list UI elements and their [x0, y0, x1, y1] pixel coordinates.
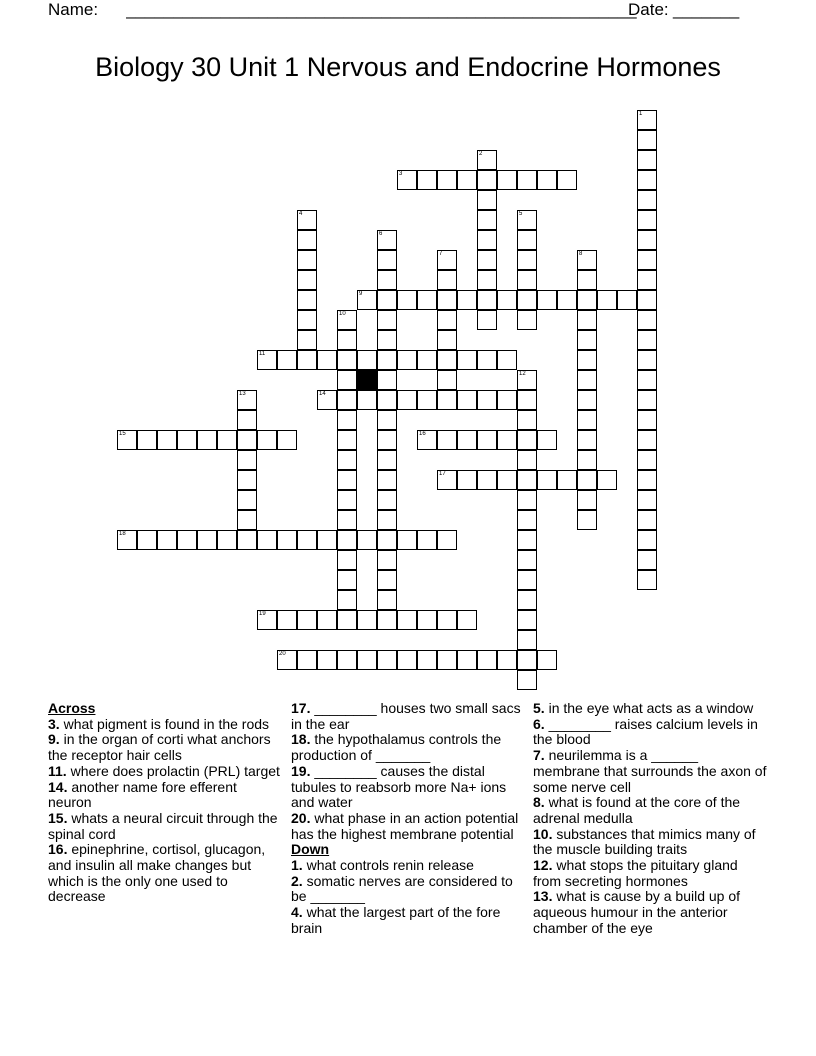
grid-cell[interactable] [477, 250, 497, 270]
grid-cell[interactable] [637, 290, 657, 310]
grid-cell[interactable] [237, 530, 257, 550]
grid-cell[interactable] [117, 530, 137, 550]
across-clue: 20. what phase in an action potential has the highest membrane potential [291, 809, 519, 842]
grid-cell[interactable] [457, 350, 477, 370]
across-clue: 19. ________ causes the distal tubules to reabsorb more Na+ ions and water [291, 762, 507, 811]
grid-cell[interactable] [137, 530, 157, 550]
grid-cell[interactable] [337, 330, 357, 350]
grid-cell[interactable] [197, 430, 217, 450]
grid-cell[interactable] [357, 530, 377, 550]
grid-cell[interactable] [477, 170, 497, 190]
grid-cell[interactable] [237, 390, 257, 410]
grid-cell[interactable] [577, 330, 597, 350]
grid-cell[interactable] [377, 270, 397, 290]
clue-column-1 [48, 701, 283, 905]
grid-cell[interactable] [277, 430, 297, 450]
grid-cell[interactable] [377, 310, 397, 330]
grid-cell[interactable] [377, 430, 397, 450]
grid-cell[interactable] [577, 350, 597, 370]
grid-cell[interactable] [437, 430, 457, 450]
clue-number: 8 [579, 251, 583, 257]
grid-cell[interactable] [537, 290, 557, 310]
grid-cell[interactable] [497, 170, 517, 190]
grid-cell[interactable] [477, 430, 497, 450]
grid-cell[interactable] [277, 610, 297, 630]
grid-cell[interactable] [517, 250, 537, 270]
grid-cell[interactable] [517, 490, 537, 510]
down-clue: 2. somatic nerves are considered to be _______ [291, 872, 513, 905]
grid-cell[interactable] [337, 650, 357, 670]
clue-number: 11 [259, 351, 266, 357]
grid-cell[interactable] [517, 470, 537, 490]
grid-cell[interactable] [477, 350, 497, 370]
grid-cell[interactable] [637, 230, 657, 250]
grid-cell[interactable] [637, 330, 657, 350]
grid-cell[interactable] [517, 530, 537, 550]
grid-cell[interactable] [597, 470, 617, 490]
grid-cell[interactable] [497, 430, 517, 450]
grid-cell[interactable] [337, 490, 357, 510]
grid-cell[interactable] [477, 290, 497, 310]
date-label: Date: [628, 0, 669, 19]
grid-cell[interactable] [417, 530, 437, 550]
grid-cell[interactable] [577, 250, 597, 270]
grid-cell[interactable] [297, 270, 317, 290]
clue-number: 5 [519, 211, 523, 217]
grid-cell[interactable] [377, 370, 397, 390]
grid-cell[interactable] [437, 350, 457, 370]
grid-cell[interactable] [297, 650, 317, 670]
grid-cell[interactable] [277, 650, 297, 670]
grid-cell[interactable] [297, 290, 317, 310]
grid-cell[interactable] [497, 470, 517, 490]
grid-cell[interactable] [517, 390, 537, 410]
grid-cell[interactable] [297, 250, 317, 270]
grid-cell[interactable] [517, 450, 537, 470]
grid-cell[interactable] [357, 350, 377, 370]
grid-cell[interactable] [217, 430, 237, 450]
grid-cell[interactable] [337, 550, 357, 570]
grid-cell[interactable] [637, 250, 657, 270]
grid-cell[interactable] [477, 470, 497, 490]
grid-cell[interactable] [257, 610, 277, 630]
down-clue: 1. what controls renin release [291, 857, 474, 874]
clue-number: 4 [299, 211, 303, 217]
grid-cell[interactable] [157, 530, 177, 550]
grid-cell[interactable] [337, 350, 357, 370]
grid-cell[interactable] [237, 430, 257, 450]
grid-cell[interactable] [377, 290, 397, 310]
grid-cell[interactable] [377, 650, 397, 670]
across-clue: 11. where does prolactin (PRL) target [48, 762, 280, 779]
grid-cell[interactable] [557, 290, 577, 310]
grid-cell[interactable] [397, 530, 417, 550]
grid-cell[interactable] [377, 610, 397, 630]
grid-cell[interactable] [317, 390, 337, 410]
grid-cell[interactable] [637, 110, 657, 130]
across-clue: 18. the hypothalamus controls the production of _______ [291, 731, 502, 764]
grid-cell[interactable] [397, 350, 417, 370]
clue-number: 9 [359, 291, 363, 297]
down-heading: Down [291, 841, 330, 858]
down-clue: 7. neurilemma is a ______ membrane that surrounds the axon of some nerve cell [533, 747, 767, 795]
grid-cell[interactable] [577, 310, 597, 330]
grid-cell[interactable] [457, 470, 477, 490]
grid-cell[interactable] [517, 510, 537, 530]
grid-cell[interactable] [537, 650, 557, 670]
down-clue: 8. what is found at the core of the adrenal medulla [533, 794, 741, 826]
grid-block [357, 370, 377, 390]
grid-cell[interactable] [577, 430, 597, 450]
grid-cell[interactable] [457, 650, 477, 670]
grid-cell[interactable] [477, 650, 497, 670]
grid-cell[interactable] [517, 550, 537, 570]
grid-cell[interactable] [297, 210, 317, 230]
grid-cell[interactable] [457, 390, 477, 410]
grid-cell[interactable] [457, 290, 477, 310]
down-clue: 5. in the eye what acts as a window [533, 700, 754, 716]
grid-cell[interactable] [517, 650, 537, 670]
grid-cell[interactable] [317, 650, 337, 670]
grid-cell[interactable] [357, 290, 377, 310]
grid-cell[interactable] [237, 470, 257, 490]
grid-cell[interactable] [497, 350, 517, 370]
grid-cell[interactable] [577, 510, 597, 530]
grid-cell[interactable] [477, 230, 497, 250]
grid-cell[interactable] [437, 530, 457, 550]
grid-cell[interactable] [397, 290, 417, 310]
grid-cell[interactable] [337, 390, 357, 410]
down-clue: 6. ________ raises calcium levels in the blood [533, 715, 758, 748]
grid-cell[interactable] [377, 330, 397, 350]
grid-cell[interactable] [517, 410, 537, 430]
down-clue: 10. substances that mimics many of the muscle building traits [533, 825, 756, 858]
grid-cell[interactable] [377, 530, 397, 550]
clue-number: 19 [259, 611, 266, 617]
grid-cell[interactable] [537, 430, 557, 450]
down-clue: 4. what the largest part of the fore brain [291, 904, 501, 936]
grid-cell[interactable] [257, 530, 277, 550]
clue-number: 1 [639, 111, 643, 117]
date-field[interactable]: _______ [673, 0, 740, 19]
grid-cell[interactable] [637, 150, 657, 170]
grid-cell[interactable] [497, 290, 517, 310]
grid-cell[interactable] [637, 170, 657, 190]
grid-cell[interactable] [417, 610, 437, 630]
grid-cell[interactable] [457, 610, 477, 630]
grid-cell[interactable] [517, 210, 537, 230]
grid-cell[interactable] [577, 490, 597, 510]
clue-number: 16 [419, 431, 426, 437]
grid-cell[interactable] [517, 670, 537, 690]
grid-cell[interactable] [517, 170, 537, 190]
across-clue: 14. another name fore efferent neuron [48, 778, 237, 811]
grid-cell[interactable] [377, 390, 397, 410]
grid-cell[interactable] [517, 290, 537, 310]
grid-cell[interactable] [397, 650, 417, 670]
grid-cell[interactable] [317, 530, 337, 550]
grid-cell[interactable] [297, 530, 317, 550]
clue-number: 12 [519, 371, 526, 377]
grid-cell[interactable] [297, 330, 317, 350]
clue-number: 14 [319, 391, 326, 397]
grid-cell[interactable] [577, 390, 597, 410]
grid-cell[interactable] [577, 290, 597, 310]
grid-cell[interactable] [337, 450, 357, 470]
grid-cell[interactable] [297, 350, 317, 370]
grid-cell[interactable] [637, 570, 657, 590]
grid-cell[interactable] [557, 170, 577, 190]
grid-cell[interactable] [637, 470, 657, 490]
grid-cell[interactable] [497, 390, 517, 410]
grid-cell[interactable] [357, 610, 377, 630]
grid-cell[interactable] [517, 570, 537, 590]
grid-cell[interactable] [477, 390, 497, 410]
clue-number: 20 [279, 651, 286, 657]
down-clue: 12. what stops the pituitary gland from secreting hormones [533, 857, 738, 889]
grid-cell[interactable] [237, 450, 257, 470]
grid-cell[interactable] [337, 590, 357, 610]
name-field[interactable]: ______________________________________________________ [126, 0, 637, 19]
grid-cell[interactable] [637, 270, 657, 290]
grid-cell[interactable] [377, 590, 397, 610]
grid-cell[interactable] [257, 430, 277, 450]
grid-cell[interactable] [337, 310, 357, 330]
grid-cell[interactable] [237, 490, 257, 510]
grid-cell[interactable] [217, 530, 237, 550]
grid-cell[interactable] [637, 210, 657, 230]
across-clue: 3. what pigment is found in the rods [48, 715, 270, 732]
name-label: Name: [48, 0, 99, 19]
grid-cell[interactable] [257, 350, 277, 370]
grid-cell[interactable] [477, 190, 497, 210]
grid-cell[interactable] [517, 630, 537, 650]
grid-cell[interactable] [517, 430, 537, 450]
grid-cell[interactable] [337, 430, 357, 450]
grid-cell[interactable] [177, 530, 197, 550]
grid-cell[interactable] [277, 530, 297, 550]
grid-cell[interactable] [437, 170, 457, 190]
grid-cell[interactable] [597, 290, 617, 310]
grid-cell[interactable] [637, 490, 657, 510]
grid-cell[interactable] [277, 350, 297, 370]
grid-cell[interactable] [637, 410, 657, 430]
clue-number: 13 [239, 391, 246, 397]
grid-cell[interactable] [437, 390, 457, 410]
grid-cell[interactable] [637, 310, 657, 330]
grid-cell[interactable] [337, 510, 357, 530]
grid-cell[interactable] [537, 170, 557, 190]
clue-column-3 [533, 701, 768, 937]
grid-cell[interactable] [637, 390, 657, 410]
grid-cell[interactable] [197, 530, 217, 550]
grid-cell[interactable] [337, 610, 357, 630]
grid-cell[interactable] [297, 230, 317, 250]
grid-cell[interactable] [357, 650, 377, 670]
grid-cell[interactable] [577, 410, 597, 430]
grid-cell[interactable] [337, 370, 357, 390]
grid-cell[interactable] [177, 430, 197, 450]
grid-cell[interactable] [417, 390, 437, 410]
grid-cell[interactable] [557, 470, 577, 490]
across-clue: 9. in the organ of corti what anchors the receptor hair cells [48, 731, 271, 764]
grid-cell[interactable] [337, 530, 357, 550]
grid-cell[interactable] [437, 610, 457, 630]
grid-cell[interactable] [377, 470, 397, 490]
grid-cell[interactable] [437, 270, 457, 290]
grid-cell[interactable] [477, 210, 497, 230]
grid-cell[interactable] [337, 470, 357, 490]
grid-cell[interactable] [437, 650, 457, 670]
grid-cell[interactable] [377, 250, 397, 270]
grid-cell[interactable] [377, 450, 397, 470]
grid-cell[interactable] [637, 450, 657, 470]
grid-cell[interactable] [297, 310, 317, 330]
grid-cell[interactable] [417, 430, 437, 450]
grid-cell[interactable] [517, 270, 537, 290]
grid-cell[interactable] [517, 370, 537, 390]
grid-cell[interactable] [577, 370, 597, 390]
grid-cell[interactable] [437, 310, 457, 330]
grid-cell[interactable] [337, 570, 357, 590]
clue-number: 18 [119, 531, 126, 537]
grid-cell[interactable] [137, 430, 157, 450]
grid-cell[interactable] [517, 590, 537, 610]
grid-cell[interactable] [377, 510, 397, 530]
grid-cell[interactable] [377, 410, 397, 430]
grid-cell[interactable] [237, 410, 257, 430]
grid-cell[interactable] [637, 130, 657, 150]
grid-cell[interactable] [517, 230, 537, 250]
clue-number: 7 [439, 251, 443, 257]
grid-cell[interactable] [637, 530, 657, 550]
grid-cell[interactable] [377, 490, 397, 510]
grid-cell[interactable] [437, 470, 457, 490]
across-clue: 16. epinephrine, cortisol, glucagon, and insulin all make changes but which is the only one used to decrease [48, 841, 266, 905]
grid-cell[interactable] [477, 270, 497, 290]
grid-cell[interactable] [517, 610, 537, 630]
clue-number: 15 [119, 431, 126, 437]
grid-cell[interactable] [297, 610, 317, 630]
grid-cell[interactable] [637, 510, 657, 530]
grid-cell[interactable] [417, 650, 437, 670]
grid-cell[interactable] [437, 330, 457, 350]
across-clue: 15. whats a neural circuit through the spinal cord [48, 809, 278, 842]
grid-cell[interactable] [437, 250, 457, 270]
grid-cell[interactable] [237, 510, 257, 530]
grid-cell[interactable] [637, 550, 657, 570]
grid-cell[interactable] [637, 370, 657, 390]
clue-number: 3 [399, 171, 403, 177]
grid-cell[interactable] [437, 290, 457, 310]
page-title: Biology 30 Unit 1 Nervous and Endocrine Hormones [95, 52, 721, 82]
grid-cell[interactable] [577, 470, 597, 490]
clue-number: 2 [479, 151, 483, 157]
down-clue: 13. what is cause by a build up of aqueous humour in the anterior chamber of the eye [533, 888, 741, 936]
clue-column-2 [291, 701, 526, 937]
grid-cell[interactable] [617, 290, 637, 310]
grid-cell[interactable] [457, 430, 477, 450]
grid-cell[interactable] [417, 170, 437, 190]
grid-cell[interactable] [377, 570, 397, 590]
grid-cell[interactable] [497, 650, 517, 670]
grid-cell[interactable] [317, 610, 337, 630]
grid-cell[interactable] [397, 610, 417, 630]
grid-cell[interactable] [577, 270, 597, 290]
clue-number: 10 [339, 311, 346, 317]
grid-cell[interactable] [377, 550, 397, 570]
grid-cell[interactable] [637, 350, 657, 370]
grid-cell[interactable] [477, 150, 497, 170]
grid-cell[interactable] [317, 350, 337, 370]
grid-cell[interactable] [577, 450, 597, 470]
grid-cell[interactable] [117, 430, 137, 450]
grid-cell[interactable] [637, 190, 657, 210]
grid-cell[interactable] [637, 430, 657, 450]
grid-cell[interactable] [517, 310, 537, 330]
grid-cell[interactable] [157, 430, 177, 450]
grid-cell[interactable] [477, 310, 497, 330]
grid-cell[interactable] [337, 410, 357, 430]
grid-cell[interactable] [397, 390, 417, 410]
grid-cell[interactable] [397, 170, 417, 190]
across-clue: 17. ________ houses two small sacs in the ear [291, 700, 521, 732]
clue-number: 17 [439, 471, 446, 477]
grid-cell[interactable] [377, 350, 397, 370]
grid-cell[interactable] [417, 290, 437, 310]
across-heading: Across [48, 700, 96, 716]
grid-cell[interactable] [417, 350, 437, 370]
grid-cell[interactable] [437, 370, 457, 390]
grid-cell[interactable] [457, 170, 477, 190]
clue-number: 6 [379, 231, 383, 237]
grid-cell[interactable] [357, 390, 377, 410]
grid-cell[interactable] [537, 470, 557, 490]
grid-cell[interactable] [377, 230, 397, 250]
